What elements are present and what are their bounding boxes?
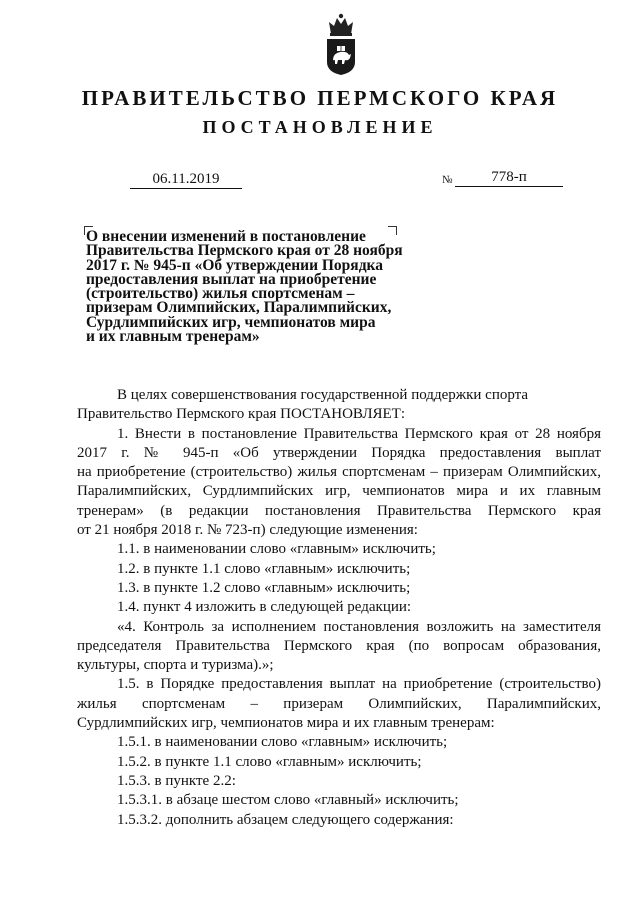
body-line: 1.5.3. в пункте 2.2: (117, 772, 236, 789)
subject-line: Правительства Пермского края от 28 ноября (86, 242, 403, 260)
body-line: от 21 ноября 2018 г. № 723-п) следующие изменения: (77, 522, 418, 539)
body-line: на приобретение (строительство) жилья спортсменам – призерам Олимпийских, (77, 464, 601, 481)
body-line: 1.3. в пункте 1.2 слово «главным» исключить; (117, 579, 411, 596)
document-subject (86, 230, 416, 344)
body-line: жилья спортсменам – призерам Олимпийских, Паралимпийских, (77, 695, 601, 712)
number-label: № (442, 174, 453, 186)
body-line: 1.5.3.1. в абзаце шестом слово «главный» исключить; (117, 792, 459, 809)
body-line: 1.5.1. в наименовании слово «главным» исключить; (117, 734, 448, 751)
body-line: 1.4. пункт 4 изложить в следующей редакции: (117, 599, 412, 616)
body-line: Паралимпийских, Сурдлимпийских игр, чемпионатов мира и их главным (77, 483, 601, 500)
organization-title: ПРАВИТЕЛЬСТВО ПЕРМСКОГО КРАЯ (81, 86, 559, 110)
body-line: «4. Контроль за исполнением постановления возложить на заместителя (117, 618, 601, 635)
subject-line: и их главным тренерам» (86, 328, 260, 346)
body-line: председателя Правительства Пермского края (по вопросам образования, (77, 637, 601, 654)
body-line: Правительство Пермского края ПОСТАНОВЛЯЕТ: (77, 406, 406, 423)
document-body (77, 386, 601, 830)
coat-of-arms-icon (323, 12, 359, 76)
body-line: тренерам» (в редакции постановления Правительства Пермского края (77, 502, 601, 519)
subject-line: 2017 г. № 945-п «Об утверждении Порядка (86, 256, 383, 274)
body-line: 2017 г. № 945-п «Об утверждении Порядка предоставления выплат (77, 444, 601, 461)
body-line: 1.2. в пункте 1.1 слово «главным» исключить; (117, 560, 411, 577)
subject-line: О внесении изменений в постановление (86, 228, 366, 245)
body-line: В целях совершенствования государственной поддержки спорта (117, 387, 529, 403)
body-line: 1.5. в Порядке предоставления выплат на приобретение (строительство) (117, 676, 601, 693)
document-date: 06.11.2019 (130, 170, 242, 189)
document-number: 778-п (455, 168, 563, 187)
body-line: 1.1. в наименовании слово «главным» исключить; (117, 541, 436, 558)
document-type: ПОСТАНОВЛЕНИЕ (202, 117, 438, 137)
body-line: 1.5.2. в пункте 1.1 слово «главным» исключить; (117, 753, 422, 770)
subject-line: Сурдлимпийских игр, чемпионатов мира (86, 313, 376, 331)
subject-line: предоставления выплат на приобретение (86, 270, 377, 288)
body-line: 1. Внести в постановление Правительства Пермского края от 28 ноября (117, 425, 601, 442)
body-line: 1.5.3.2. дополнить абзацем следующего содержания: (117, 811, 454, 828)
subject-line: призерам Олимпийских, Паралимпийских, (86, 299, 392, 317)
body-line: культуры, спорта и туризма).»; (77, 657, 274, 674)
body-line: Сурдлимпийских игр, чемпионатов мира и их главным тренерам: (77, 715, 495, 732)
subject-line: (строительство) жилья спортсменам – (86, 285, 355, 303)
